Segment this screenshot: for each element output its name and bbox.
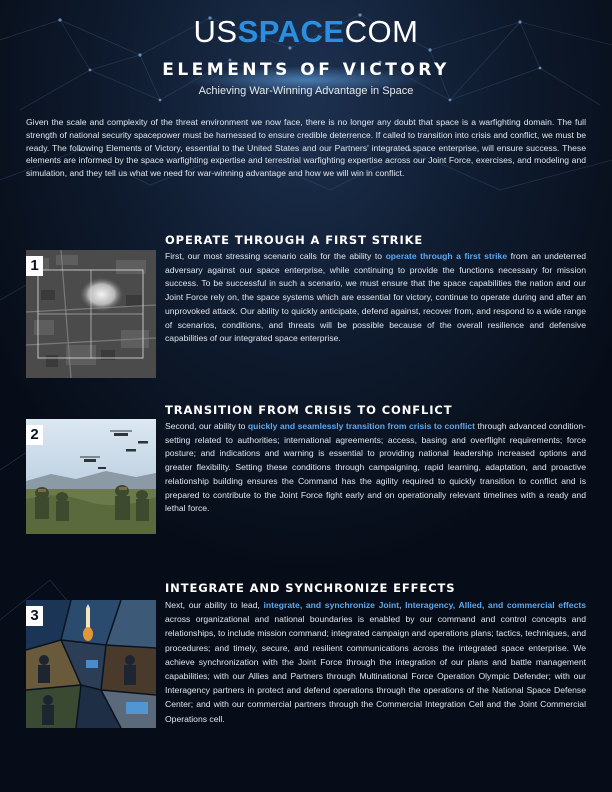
section-text-integrate [165,598,586,726]
section-text-after: across organizational and national boundaries is enabled by our command and control concepts and relationships, to include mission command; integrated campaign and operations plans; tactics, techniques, and procedures; and timely, secure, and resilient communications across the integrated space enterprise. We achieve synchronization with the Joint Force through the integration of our plans and battle management capabilities; with our Allies and Partners through Multinational Force Operation Olympic Defender; with our Interagency partners in protect and defend operations through the operations of the National Space Defense Center; and with our commercial partners through the Commercial Integration Cell and the Joint Commercial Operations cell. [165,614,586,724]
section-text-operate [165,250,586,346]
satellite-imagery-photo [26,250,156,378]
logo-prefix: US [193,14,238,49]
logo-mid: SPACE [237,14,345,49]
section-title-integrate: INTEGRATE AND SYNCHRONIZE EFFECTS [165,581,456,595]
section-highlight: operate through a first strike [385,251,508,261]
section-number-1: 1 [26,256,43,276]
page-subtitle: Achieving War-Winning Advantage in Space [198,85,414,97]
section-title-operate: OPERATE THROUGH A FIRST STRIKE [165,233,424,247]
section-number-2: 2 [26,425,43,445]
section-text-after: from an undeterred adversary against our space enterprise, while continuing to provide the functions necessary for mission success. To be successful in such a scenario, we must ensure that the space capabilities the nation and our Joint Force rely on, the space systems which are essential for victory, continue to operate during and after an unprovoked attack. Our ability to quickly anticipate, defend against, recover from, and respond to a wide range of scenarios, conditions, and threats will be possible because of the overall resilience and defensive capabilities of our integrated space enterprise. [165,251,586,344]
page-title: ELEMENTS OF VICTORY [162,60,450,80]
soldiers-helicopters-photo [26,419,156,534]
section-text-before: First, our most stressing scenario calls for the ability to [165,251,386,261]
section-text-before: Next, our ability to lead, [165,600,264,610]
section-highlight: quickly and seamlessly transition from crisis to conflict [247,421,475,431]
collage-operations-photo [26,600,156,728]
section-text-transition [165,420,586,516]
uspacecom-logo [0,12,612,52]
section-number-3: 3 [26,606,43,626]
intro-paragraph: Given the scale and complexity of the threat environment we now face, there is no longer any doubt that space is a warfighting domain. The full strength of national security spacepower must be harnessed to ensure credible deterrence. If called to transition into crisis and conflict, we must be ready. The following Elements of Victory, essential to the United States and our Partners' integrated space enterprise, will ensure success. These elements are informed by the space warfighting expertise and terrestrial warfighting expertise across our Joint Force, exercises, and modeling and simulation, and they tell us what we need for war-winning advantage and how we will win in conflict. [26,117,586,179]
section-text-before: Second, our ability to [165,421,248,431]
logo-suffix: COM [344,14,419,49]
section-title-transition: TRANSITION FROM CRISIS TO CONFLICT [165,403,453,417]
section-highlight: integrate, and synchronize Joint, Interagency, Allied, and commercial effects [263,600,586,610]
section-text-after: through advanced condition-setting related to authorities; international agreements; access, basing and overflight requirements; force posture; and indications and warning is essential to providing national leadership increased options and greater flexibility. Setting these conditions through campaigning, rapid learning, adaptation, and proactive relationship building ensures the Command has the agility required to quickly transition to conflict and is prepared to contribute to the Joint Force fight early and on operationally relevant timelines with a ready and lethal force. [165,421,586,514]
